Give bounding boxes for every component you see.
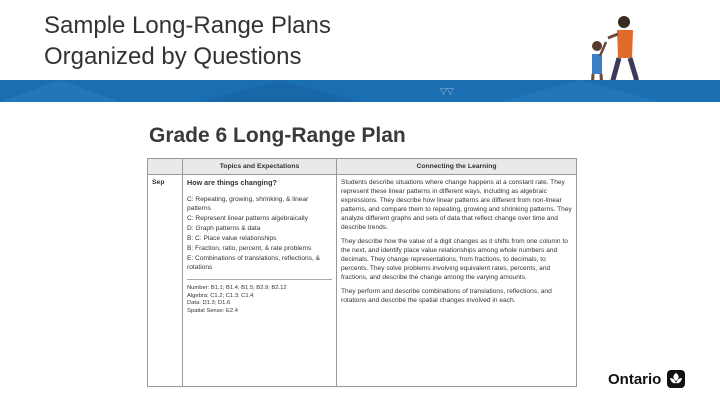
long-range-plan-table [147,158,577,387]
expectation-item: C: Represent linear patterns algebraically [187,215,308,222]
ontario-trillium-icon [666,369,686,389]
header-topics: Topics and Expectations [183,159,337,175]
document-title: Grade 6 Long-Range Plan [149,124,406,147]
connection-paragraph: They describe how the value of a digit changes as it shifts from one column to the next, and identify place value relationships among whole numbers and decimals. They change representations, from fractions, to decimals, to percents. They solve problems involving equivalent rates, percents, and fractions, and describe the change among the varying amounts. [341,238,568,281]
ontario-logo [608,369,686,389]
slide-title [44,10,331,72]
table-header-row [148,159,577,175]
logo-text: Ontario [608,370,662,388]
strand-code: Number: B1.1; B1.4; B1.5; B2.9; B2.12 [187,285,287,291]
header-band [0,80,720,102]
expectation-item: C: Repeating, growing, shrinking, & linear patterns [187,196,309,212]
expectation-item: B: C: Place value relationships [187,235,277,242]
band-pattern [0,80,720,102]
connection-paragraph: Students describe situations where change happens at a constant rate. They represent these linear patterns in different ways, including as algebraic expressions. They describe how linear patterns are different from non-linear patterns, and compare them to repeating, growing and shrinking patterns. They analyze different graphs and sets of data that reflect change over time and describe trends. [341,179,572,231]
slide-title-line-1: Sample Long-Range Plans [44,12,331,39]
term-cell [148,175,183,387]
slide-title-line-2: Organized by Questions [44,43,302,70]
table-row [148,175,577,387]
connection-paragraph: They perform and describe combinations of translations, reflections, and rotations and describe the spatial changes involved in each. [341,288,552,304]
strand-code: Data: D1.3; D1.6 [187,300,231,306]
decorative-arrows: ▽▽ [440,86,454,96]
term-label: Sep [152,179,165,186]
header-connections: Connecting the Learning [337,159,577,175]
big-question: How are things changing? [187,178,277,187]
expectation-item: E: Combinations of translations, reflections, & rotations [187,255,321,271]
strand-codes [187,279,332,315]
strand-code: Algebra: C1.2; C1.3; C1.4 [187,292,254,299]
header-term [148,159,183,175]
connections-cell [337,175,577,387]
expectation-item: B: Fraction, ratio, percent, & rate problems [187,245,312,252]
strand-code: Spatial Sense: E2.4 [187,307,238,314]
topics-cell [183,175,337,387]
expectation-item: D: Graph patterns & data [187,225,261,232]
